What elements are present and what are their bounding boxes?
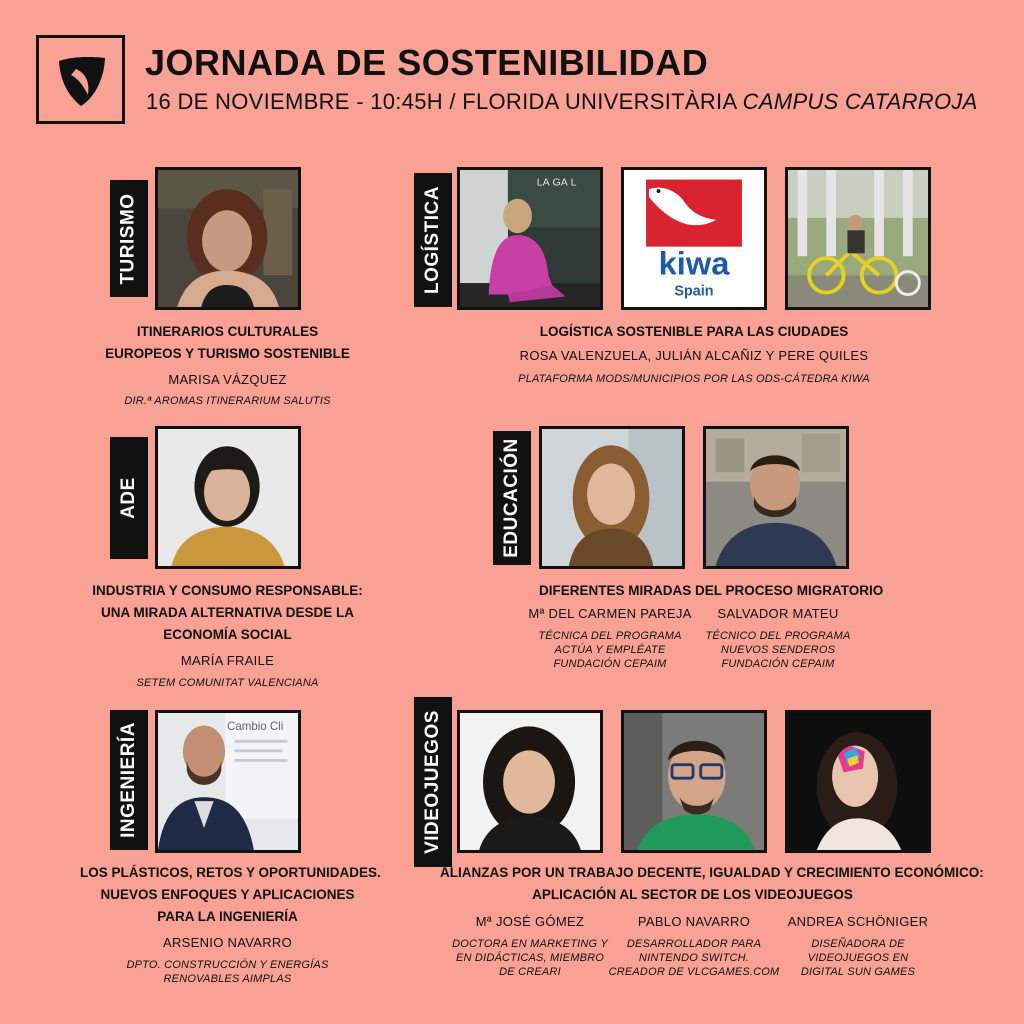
tag-label: LOGÍSTICA	[422, 186, 444, 294]
speaker-photo-maria	[155, 426, 301, 569]
role-line: FUNDACIÓN CEPAIM	[721, 658, 835, 670]
speaker-name-arsenio: ARSENIO NAVARRO	[163, 935, 292, 950]
role-line: DPTO. CONSTRUCCIÓN Y ENERGÍAS	[126, 959, 329, 971]
speaker-name-pablo: PABLO NAVARRO	[637, 914, 751, 929]
talk-title-turismo	[100, 321, 355, 365]
shield-logo-icon	[57, 55, 107, 107]
role-line: TÉCNICA DEL PROGRAMA	[538, 630, 682, 642]
speaker-role-marisa: DIR.ª AROMAS ITINERARIUM SALUTIS	[124, 395, 331, 407]
tag-label: EDUCACIÓN	[501, 438, 522, 558]
title-line: PARA LA INGENIERÍA	[157, 909, 298, 924]
speaker-name-mjose: Mª JOSÉ GÓMEZ	[475, 914, 585, 929]
title-line: EUROPEOS Y TURISMO SOSTENIBLE	[105, 346, 350, 361]
speaker-name-marisa: MARISA VÁZQUEZ	[168, 372, 287, 387]
event-campus: CAMPUS CATARROJA	[742, 89, 978, 114]
role-line: DESARROLLADOR PARA	[626, 938, 762, 950]
tag-turismo	[110, 180, 148, 297]
role-line: DE CREARI	[499, 966, 561, 978]
slide-text: LA GA L	[536, 176, 577, 189]
speaker-name-salvador: SALVADOR MATEU	[717, 606, 839, 621]
tag-ade	[110, 437, 148, 559]
speaker-photo-salvador	[703, 426, 849, 569]
kiwa-country: Spain	[674, 283, 714, 300]
speaker-photo-carmen	[539, 426, 685, 569]
role-line: NINTENDO SWITCH.	[638, 952, 750, 964]
tag-label: TURISMO	[118, 192, 140, 285]
role-line: CREADOR DE VLCGAMES.COM	[608, 966, 780, 978]
speaker-name-andrea: ANDREA SCHÖNIGER	[787, 914, 929, 929]
tag-label: INGENIERÍA	[118, 722, 140, 838]
speaker-photo-rosa	[457, 167, 603, 310]
talk-title-logistica: LOGÍSTICA SOSTENIBLE PARA LAS CIUDADES	[539, 324, 849, 339]
role-line: VIDEOJUEGOS EN	[807, 952, 909, 964]
logo-frame	[36, 35, 125, 124]
talk-title-videojuegos	[440, 862, 984, 906]
title-line: NUEVOS ENFOQUES Y APLICACIONES	[100, 887, 355, 902]
speaker-role-pablo	[604, 937, 784, 979]
role-line: FUNDACIÓN CEPAIM	[553, 658, 667, 670]
role-line: EN DIDÁCTICAS, MIEMBRO	[455, 952, 605, 964]
speaker-name-carmen: Mª DEL CARMEN PAREJA	[528, 606, 692, 621]
role-line: DIGITAL SUN GAMES	[800, 966, 916, 978]
speaker-role-carmen	[520, 629, 700, 671]
title-line: LOS PLÁSTICOS, RETOS Y OPORTUNIDADES.	[80, 865, 381, 880]
speaker-role-logistica: PLATAFORMA MODS/MUNICIPIOS POR LAS ODS-CÁTEDRA KIWA	[518, 373, 870, 385]
speaker-role-arsenio	[80, 958, 375, 986]
role-line: DOCTORA EN MARKETING Y	[452, 938, 608, 950]
tag-videojuegos	[414, 697, 452, 867]
role-line: ACTÚA Y EMPLÉATE	[554, 644, 666, 656]
role-line: NUEVOS SENDEROS	[720, 644, 836, 656]
page-title: JORNADA DE SOSTENIBILIDAD	[145, 42, 709, 83]
tag-label: ADE	[118, 477, 139, 519]
role-line: DISEÑADORA DE	[811, 938, 905, 950]
tag-logistica	[414, 173, 452, 307]
kiwa-wordmark: kiwa	[658, 245, 730, 282]
kiwa-logo	[621, 167, 767, 310]
speaker-photo-andrea	[785, 710, 931, 853]
role-line: TÉCNICO DEL PROGRAMA	[705, 630, 851, 642]
tag-ingenieria	[110, 710, 148, 850]
title-line: ITINERARIOS CULTURALES	[136, 324, 319, 339]
title-line: ECONOMÍA SOCIAL	[163, 627, 292, 642]
talk-title-educacion: DIFERENTES MIRADAS DEL PROCESO MIGRATORIO	[539, 583, 884, 598]
title-line: UNA MIRADA ALTERNATIVA DESDE LA	[101, 605, 354, 620]
speaker-role-salvador	[688, 629, 868, 671]
role-line: RENOVABLES AIMPLAS	[163, 973, 292, 985]
speaker-name-maria: MARÍA FRAILE	[180, 653, 275, 668]
speaker-photo-arsenio	[155, 710, 301, 853]
speaker-names-logistica: ROSA VALENZUELA, JULIÁN ALCAÑIZ Y PERE QUILES	[519, 348, 869, 363]
tag-educacion	[493, 431, 531, 565]
speaker-photo-mjose	[457, 710, 603, 853]
talk-title-ade	[90, 580, 365, 646]
title-line: INDUSTRIA Y CONSUMO RESPONSABLE:	[92, 583, 363, 598]
title-line: APLICACIÓN AL SECTOR DE LOS VIDEOJUEGOS	[532, 887, 853, 902]
event-date-place: 16 DE NOVIEMBRE - 10:45H / FLORIDA UNIVERSITÀRIA	[146, 89, 737, 114]
speaker-role-andrea	[768, 937, 948, 979]
speaker-photo-pablo	[621, 710, 767, 853]
tag-label: VIDEOJUEGOS	[422, 710, 444, 854]
speaker-photo-marisa	[155, 167, 301, 310]
talk-title-ingenieria	[80, 862, 381, 928]
event-details	[146, 89, 978, 115]
slide-text: Cambio Cli	[227, 721, 284, 734]
speaker-role-maria: SETEM COMUNITAT VALENCIANA	[136, 677, 319, 689]
speaker-role-mjose	[440, 937, 620, 979]
speaker-photo-bicycle	[785, 167, 931, 310]
title-line: ALIANZAS POR UN TRABAJO DECENTE, IGUALDAD Y CRECIMIENTO ECONÓMICO:	[440, 865, 984, 880]
